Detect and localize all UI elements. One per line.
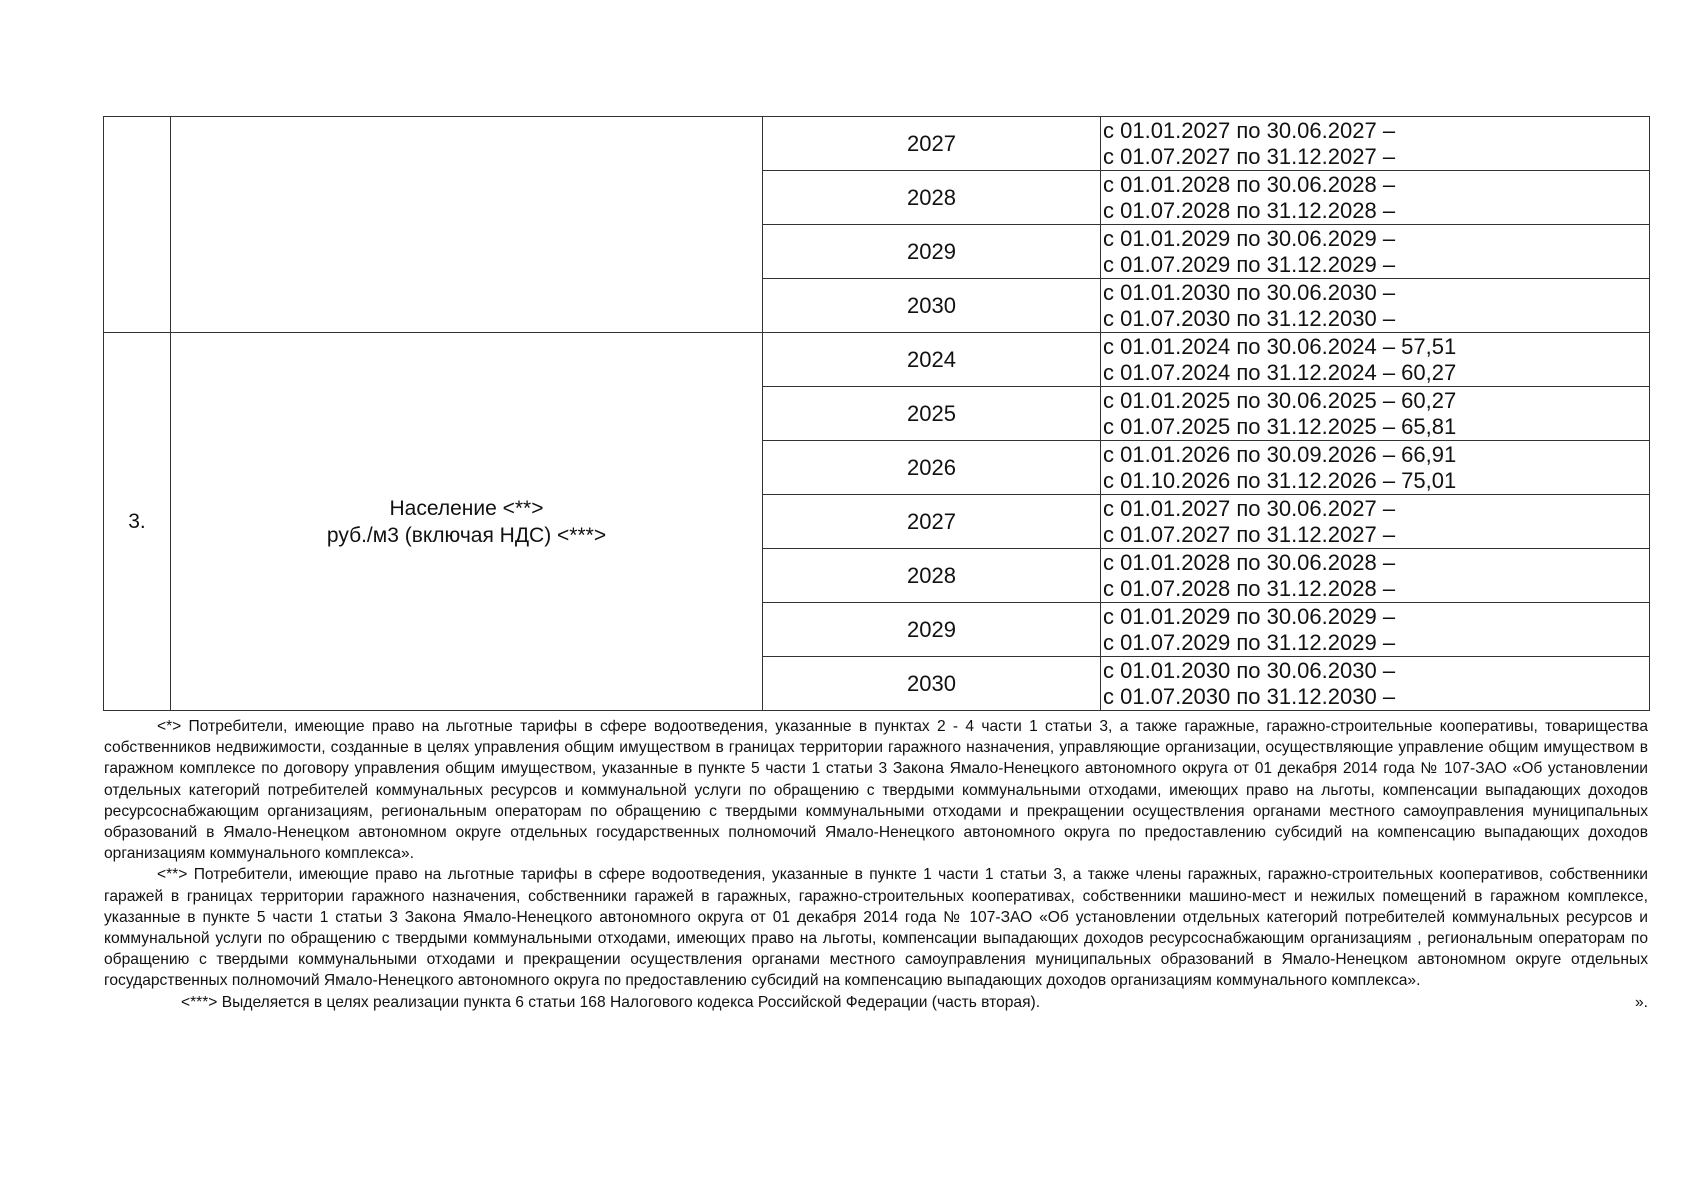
period-line: с 01.10.2026 по 31.12.2026 – 75,01 <box>1103 467 1457 493</box>
consumer-category: Население <**> <box>389 496 544 520</box>
year-cell: 2024 <box>763 333 1101 387</box>
footnotes <box>104 716 1648 1013</box>
consumer-cell <box>171 333 763 711</box>
year-cell: 2027 <box>763 117 1101 171</box>
period-line: с 01.07.2028 по 31.12.2028 – <box>1103 197 1396 223</box>
year-cell: 2029 <box>763 603 1101 657</box>
period-line: с 01.01.2028 по 30.06.2028 – <box>1103 171 1396 197</box>
period-line: с 01.01.2024 по 30.06.2024 – 57,51 <box>1103 333 1457 359</box>
period-line: с 01.01.2026 по 30.09.2026 – 66,91 <box>1103 441 1457 467</box>
year-cell: 2025 <box>763 387 1101 441</box>
period-line: с 01.07.2030 по 31.12.2030 – <box>1103 683 1396 709</box>
period-line: с 01.07.2027 по 31.12.2027 – <box>1103 143 1396 169</box>
period-line: с 01.01.2030 по 30.06.2030 – <box>1103 279 1396 305</box>
period-cell <box>1101 333 1650 387</box>
year-cell: 2027 <box>763 495 1101 549</box>
period-line: с 01.07.2029 по 31.12.2029 – <box>1103 251 1396 277</box>
period-line: с 01.07.2024 по 31.12.2024 – 60,27 <box>1103 359 1457 385</box>
period-cell <box>1101 495 1650 549</box>
year-cell: 2030 <box>763 279 1101 333</box>
tariff-table <box>103 116 1650 711</box>
year-cell: 2029 <box>763 225 1101 279</box>
footnote-3: <***> Выделяется в целях реализации пункта 6 статьи 168 Налогового кодекса Российской Федерации (часть вторая). <box>181 993 1041 1011</box>
period-line: с 01.07.2027 по 31.12.2027 – <box>1103 521 1396 547</box>
year-cell: 2030 <box>763 657 1101 711</box>
row-number-cell: 3. <box>104 333 171 711</box>
row-number-cell <box>104 117 171 333</box>
period-line: с 01.07.2025 по 31.12.2025 – 65,81 <box>1103 413 1457 439</box>
year-cell: 2028 <box>763 549 1101 603</box>
footnote-1: <*> Потребители, имеющие право на льготные тарифы в сфере водоотведения, указанные в пунктах 2 - 4 части 1 статьи 3, а также гаражные, гаражно-строительные кооперативы, товарищества собственников недвижимости, созданные в целях управления общим имуществом в границах территории гаражного назначения, управляющие организации, осуществляющие управление общим имуществом в гаражном комплексе по договору управления общим имуществом, указанные в пункте 5 части 1 статьи 3 Закона Ямало-Ненецкого автономного округа от 01 декабря 2014 года № 107-ЗАО «Об установлении отдельных категорий потребителей коммунальных ресурсов и коммунальной услуги по обращению с твердыми коммунальными отходами, имеющих право на льготы, компенсации выпадающих доходов ресурсоснабжающим организациям, региональным операторам по обращению с твердыми коммунальными отходами и прекращении осуществления органами местного самоуправления муниципальных образований в Ямало-Ненецком автономном округе отдельных государственных полномочий Ямало-Ненецкого автономного округа по предоставлению субсидий на компенсацию выпадающих доходов организациям коммунального комплекса». <box>104 718 1648 863</box>
period-cell <box>1101 279 1650 333</box>
period-line: с 01.01.2028 по 30.06.2028 – <box>1103 549 1396 575</box>
table-row <box>104 117 1650 171</box>
period-line: с 01.01.2029 по 30.06.2029 – <box>1103 225 1396 251</box>
consumer-cell <box>171 117 763 333</box>
period-line: с 01.01.2027 по 30.06.2027 – <box>1103 117 1396 143</box>
footnote-2: <**> Потребители, имеющие право на льготные тарифы в сфере водоотведения, указанные в пункте 1 части 1 статьи 3, а также члены гаражных, гаражно-строительных кооперативов, собственники гаражей в границах территории гаражного назначения, собственники гаражей в гаражных, гаражно-строительных кооперативах, собственники машино-мест и нежилых помещений в гаражном комплексе, указанные в пункте 5 части 1 статьи 3 Закона Ямало-Ненецкого автономного округа от 01 декабря 2014 года № 107-ЗАО «Об установлении отдельных категорий потребителей коммунальных ресурсов и коммунальной услуги по обращению с твердыми коммунальными отходами, имеющих право на льготы, компенсации выпадающих доходов ресурсоснабжающим организациям , региональным операторам по обращению с твердыми коммунальными отходами и прекращении осуществления органами местного самоуправления муниципальных образований в Ямало-Ненецком автономном округе отдельных государственных полномочий Ямало-Ненецкого автономного округа по предоставлению субсидий на компенсацию выпадающих доходов организациям коммунального комплекса». <box>104 866 1648 990</box>
period-line: с 01.01.2025 по 30.06.2025 – 60,27 <box>1103 387 1457 413</box>
period-cell <box>1101 657 1650 711</box>
period-line: с 01.01.2027 по 30.06.2027 – <box>1103 495 1396 521</box>
period-line: с 01.07.2030 по 31.12.2030 – <box>1103 305 1396 331</box>
period-cell <box>1101 441 1650 495</box>
period-line: с 01.01.2030 по 30.06.2030 – <box>1103 657 1396 683</box>
period-cell <box>1101 387 1650 441</box>
table-row <box>104 333 1650 387</box>
period-cell <box>1101 603 1650 657</box>
closing-quote: ». <box>1634 993 1648 1011</box>
period-line: с 01.07.2029 по 31.12.2029 – <box>1103 629 1396 655</box>
period-cell <box>1101 225 1650 279</box>
period-line: с 01.01.2029 по 30.06.2029 – <box>1103 603 1396 629</box>
unit-label: руб./м3 (включая НДС) <***> <box>326 523 607 547</box>
year-cell: 2026 <box>763 441 1101 495</box>
period-cell <box>1101 549 1650 603</box>
year-cell: 2028 <box>763 171 1101 225</box>
period-cell <box>1101 117 1650 171</box>
period-cell <box>1101 171 1650 225</box>
period-line: с 01.07.2028 по 31.12.2028 – <box>1103 575 1396 601</box>
footnote-3-line <box>104 992 1648 1013</box>
